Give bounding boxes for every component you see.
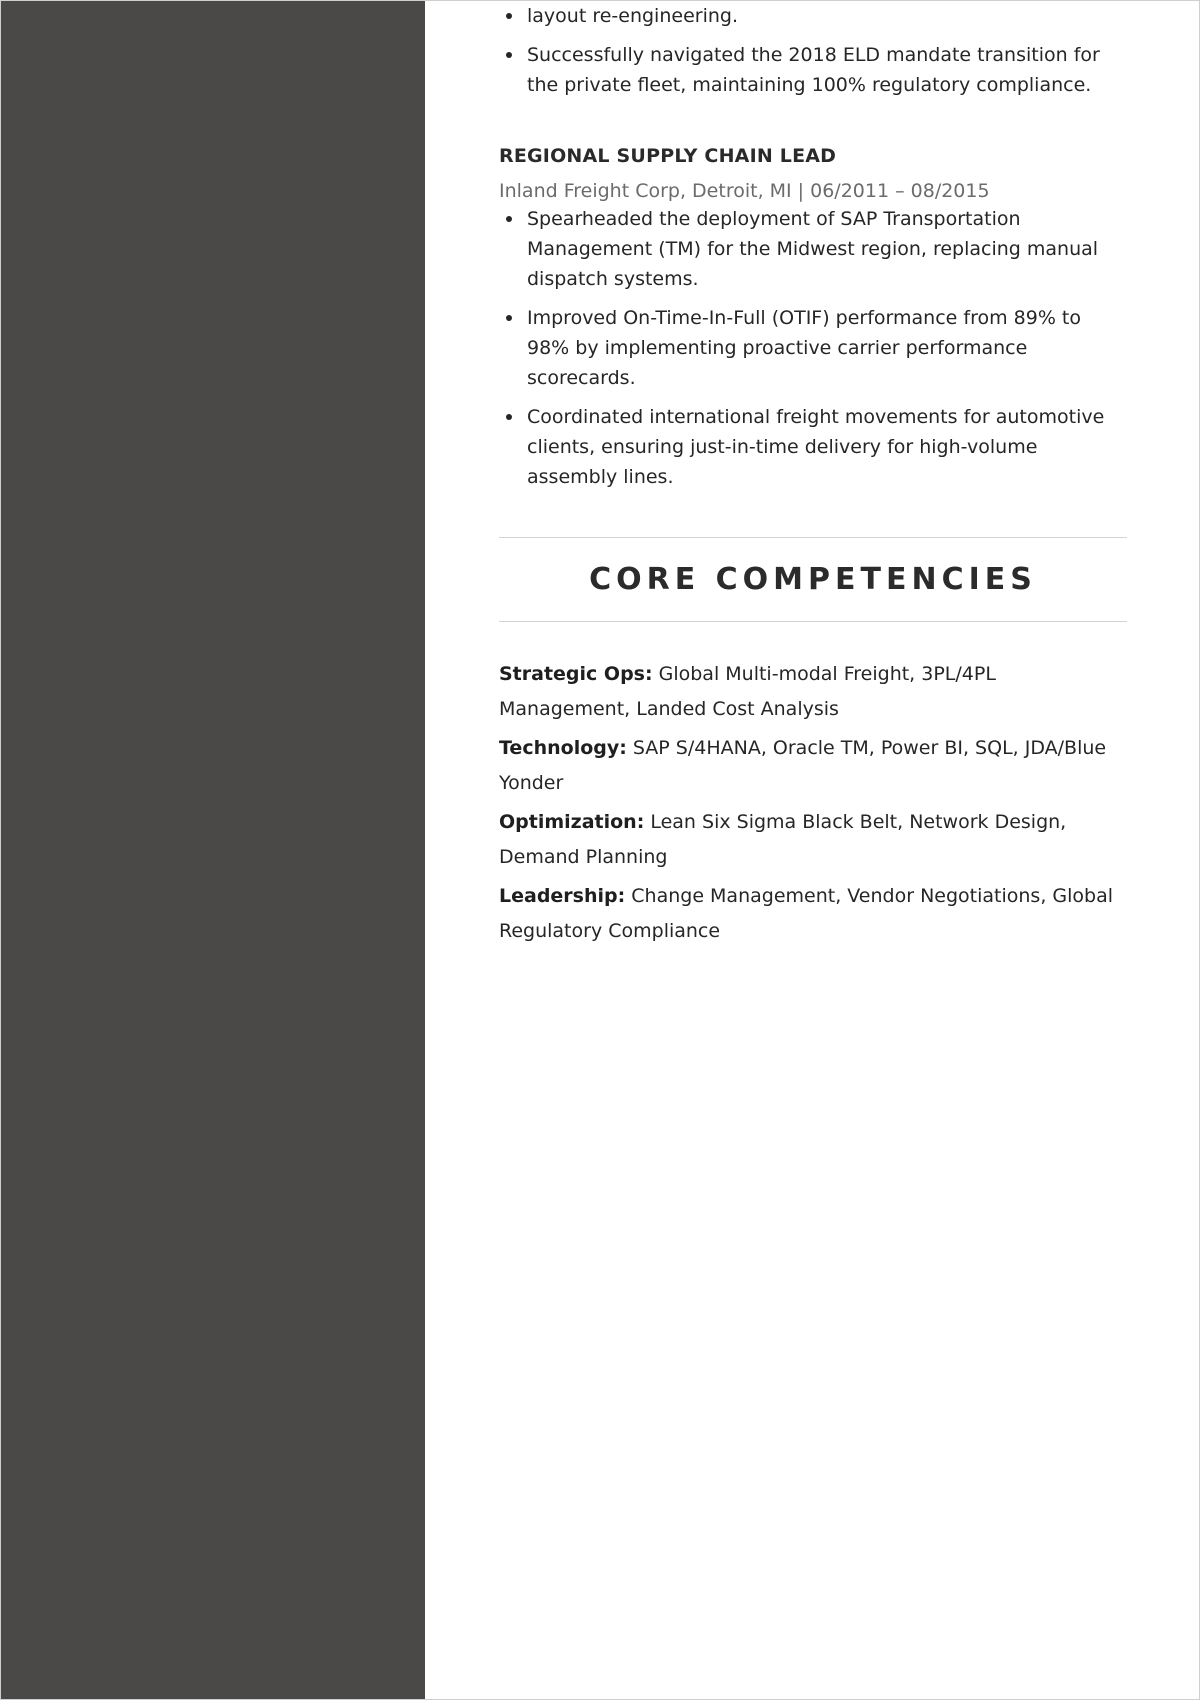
list-item: Spearheaded the deployment of SAP Transportation Management (TM) for the Midwest region, replacing manual dispatch systems.: [499, 204, 1127, 294]
competency-item: [499, 879, 1127, 949]
list-item: Coordinated international freight movements for automotive clients, ensuring just-in-time delivery for high-volume assembly lines.: [499, 402, 1127, 492]
job-meta: Inland Freight Corp, Detroit, MI | 06/2011 – 08/2015: [499, 180, 990, 202]
continued-bullet-list: [499, 1, 1127, 100]
competency-text: SAP S/4HANA, Oracle TM, Power BI, SQL, JDA/Blue Yonder: [499, 737, 1107, 794]
competency-item: [499, 731, 1127, 801]
list-item: layout re-engineering.: [499, 1, 1127, 31]
section-divider-top: [499, 537, 1127, 538]
job-bullet-list: [499, 204, 1127, 492]
competency-text: Global Multi-modal Freight, 3PL/4PL Management, Landed Cost Analysis: [499, 663, 996, 720]
sidebar-panel: [1, 1, 425, 1699]
list-item: Improved On-Time-In-Full (OTIF) performance from 89% to 98% by implementing proactive carrier performance scorecards.: [499, 303, 1127, 393]
competency-text: Lean Six Sigma Black Belt, Network Design, Demand Planning: [499, 811, 1067, 868]
job-entry: [499, 143, 1127, 492]
competency-label: Strategic Ops:: [499, 663, 653, 685]
job-title: REGIONAL SUPPLY CHAIN LEAD: [499, 145, 837, 167]
list-item: Successfully navigated the 2018 ELD mandate transition for the private fleet, maintaining 100% regulatory compliance.: [499, 40, 1127, 100]
competency-text: Change Management, Vendor Negotiations, Global Regulatory Compliance: [499, 885, 1114, 942]
competency-label: Technology:: [499, 737, 627, 759]
competency-label: Optimization:: [499, 811, 645, 833]
competency-item: [499, 657, 1127, 727]
main-content: [499, 1, 1127, 953]
section-divider-bottom: [499, 621, 1127, 622]
competency-label: Leadership:: [499, 885, 626, 907]
competencies-list: [499, 657, 1127, 949]
competency-item: [499, 805, 1127, 875]
section-title: CORE COMPETENCIES: [589, 562, 1037, 597]
